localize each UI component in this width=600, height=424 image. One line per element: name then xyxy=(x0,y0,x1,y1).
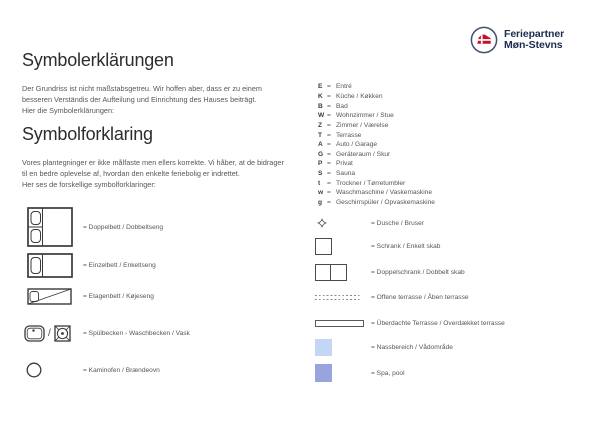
equals-sign: = xyxy=(327,102,331,110)
room-code-label: Zimmer / Værelse xyxy=(336,121,389,129)
bunk-bed-icon xyxy=(27,288,72,305)
room-code: W xyxy=(318,112,325,120)
room-code-row xyxy=(318,188,435,198)
kitchen-sink-icon xyxy=(24,325,45,342)
room-code: w xyxy=(318,189,324,197)
single-bed-icon xyxy=(27,253,73,278)
room-code-row xyxy=(318,82,435,92)
brand-name-line2: Møn-Stevns xyxy=(504,39,563,51)
equals-sign: = xyxy=(327,121,331,129)
room-code: B xyxy=(318,102,323,110)
symbol-label: = Schrank / Enkelt skab xyxy=(371,243,441,250)
spa-pool-swatch xyxy=(315,364,332,382)
symbol-row-shower xyxy=(315,218,424,228)
symbol-label: = Etagenbett / Køjeseng xyxy=(83,293,154,300)
symbol-row-wood-stove xyxy=(24,362,160,378)
equals-sign: = xyxy=(327,83,331,91)
symbol-row-spa-pool xyxy=(315,364,405,382)
symbol-row-covered-terrace xyxy=(315,320,505,327)
shower-icon xyxy=(317,218,327,228)
washbasin-icon xyxy=(54,325,71,342)
symbol-label: = Überdachte Terrasse / Overdækket terrasse xyxy=(371,320,505,327)
room-code-label: Entré xyxy=(336,83,352,91)
equals-sign: = xyxy=(327,179,331,187)
room-code-label: Sauna xyxy=(336,170,356,178)
symbol-row-single-bed xyxy=(24,253,156,278)
room-code-row xyxy=(318,140,435,150)
equals-sign: = xyxy=(327,150,331,158)
room-code-label: Auto / Garage xyxy=(336,141,378,149)
room-code-row xyxy=(318,111,435,121)
equals-sign: = xyxy=(327,160,331,168)
room-code: Z xyxy=(318,121,323,129)
room-code: E xyxy=(318,83,323,91)
room-code: S xyxy=(318,170,323,178)
symbol-label: = Einzelbett / Enkeltseng xyxy=(83,262,156,269)
double-cabinet-icon xyxy=(315,264,347,281)
title-danish: Symbolforklaring xyxy=(22,124,153,144)
symbol-row-bunk-bed xyxy=(24,288,154,305)
symbol-label: = Doppelbett / Dobbeltseng xyxy=(83,223,164,231)
room-code-row xyxy=(318,149,435,159)
intro-german-line: Der Grundriss ist nicht maßstabsgetreu. Wir hoffen aber, dass er zu einem xyxy=(22,84,262,93)
intro-danish xyxy=(22,157,284,190)
room-code-list xyxy=(318,82,435,207)
room-code-label: Waschmaschine / Vaskemaskine xyxy=(336,189,433,197)
equals-sign: = xyxy=(327,170,331,178)
room-code-row xyxy=(318,198,435,208)
room-code-label: Geräteraum / Skur xyxy=(336,150,391,158)
wood-stove-icon xyxy=(26,362,42,378)
room-code-label: Privat xyxy=(336,160,353,168)
symbol-label: = Doppelschrank / Dobbelt skab xyxy=(371,269,465,276)
open-terrace-icon xyxy=(315,295,362,301)
brand-name-line1: Feriepartner xyxy=(504,27,565,40)
title-german: Symbolerklärungen xyxy=(22,50,174,70)
intro-german xyxy=(22,83,262,116)
intro-danish-line: Vores plantegninger er ikke målfaste men ellers korrekte. Vi håber, at de bidrager xyxy=(22,158,284,167)
intro-german-line: Hier die Symbolerklärungen: xyxy=(22,106,115,115)
room-code-row xyxy=(318,130,435,140)
intro-german-line: besseren Verständis der Aufteilung und Einrichtung des Hauses beiträgt. xyxy=(22,95,257,104)
symbol-row-wet-area xyxy=(315,339,453,356)
equals-sign: = xyxy=(327,92,331,100)
room-code-row xyxy=(318,159,435,169)
room-code-row xyxy=(318,101,435,111)
wet-area-swatch xyxy=(315,339,332,356)
room-code-row xyxy=(318,92,435,102)
double-bed-icon xyxy=(27,207,73,247)
room-code: K xyxy=(318,92,323,100)
room-code: G xyxy=(318,150,324,158)
equals-sign: = xyxy=(327,141,331,149)
equals-sign: = xyxy=(327,131,331,139)
symbol-row-double-cabinet xyxy=(315,264,465,281)
slash-separator: / xyxy=(48,328,51,339)
brand-logo-icon xyxy=(470,26,498,54)
room-code-label: Geschirrspüler / Opvaskemaskine xyxy=(336,199,435,206)
symbol-row-double-bed xyxy=(24,207,163,247)
symbol-label: = Nassbereich / Vådområde xyxy=(371,344,453,351)
brand-logo xyxy=(470,26,564,54)
room-code: g xyxy=(318,199,323,206)
room-code: t xyxy=(318,179,321,187)
room-code-row xyxy=(318,169,435,179)
room-code: A xyxy=(318,141,323,149)
room-code-row xyxy=(318,121,435,131)
single-cabinet-icon xyxy=(315,238,332,255)
room-code-label: Küche / Køkken xyxy=(336,92,383,100)
room-code-label: Terrasse xyxy=(336,131,362,139)
room-code: T xyxy=(318,131,323,139)
room-code: P xyxy=(318,160,323,168)
symbol-label: = Offene terrasse / Åben terrasse xyxy=(371,294,469,301)
room-code-label: Bad xyxy=(336,102,348,110)
symbol-label: = Dusche / Bruser xyxy=(371,219,424,227)
equals-sign: = xyxy=(327,199,331,206)
symbol-row-open-terrace xyxy=(315,294,469,301)
symbol-label: = Kaminofen / Brændeovn xyxy=(83,366,160,374)
symbol-label: = Spa, pool xyxy=(371,369,405,377)
covered-terrace-icon xyxy=(315,320,364,327)
equals-sign: = xyxy=(327,189,331,197)
symbol-row-sink xyxy=(24,325,190,342)
room-code-row xyxy=(318,178,435,188)
room-code-label: Wohnzimmer / Stue xyxy=(336,112,394,120)
symbol-label: = Spülbecken - Waschbecken / Vask xyxy=(83,330,190,337)
intro-danish-line: Her ses de forskellige symbolforklaringer: xyxy=(22,180,156,189)
equals-sign: = xyxy=(327,112,331,120)
symbol-row-single-cabinet xyxy=(315,238,440,255)
room-code-label: Trockner / Tørretumbler xyxy=(336,179,406,187)
brand-name xyxy=(504,29,564,52)
intro-danish-line: til en bedre oplevelse af, hvordan den enkelte feriebolig er indrettet. xyxy=(22,169,240,178)
